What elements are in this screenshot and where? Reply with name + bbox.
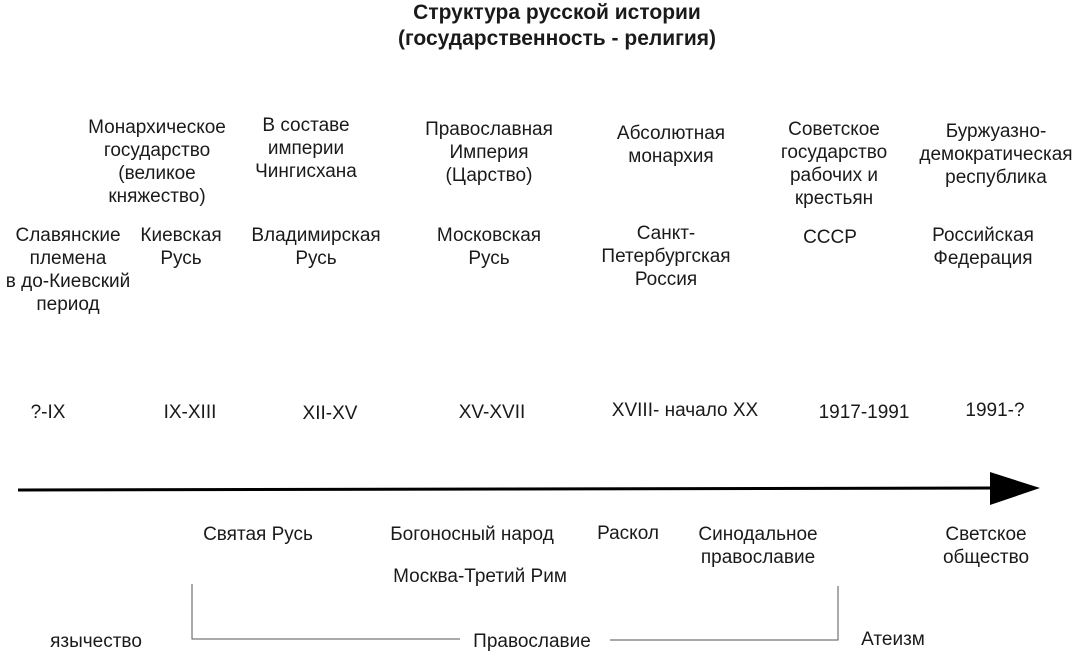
band-atheism: Атеизм bbox=[861, 629, 925, 650]
orthodoxy-bracket-right bbox=[610, 586, 838, 640]
band-orthodoxy: Православие bbox=[473, 631, 591, 652]
title-line-2: (государственность - религия) bbox=[397, 27, 717, 50]
orthodoxy-bracket-left bbox=[192, 584, 460, 639]
period-3: XII-XV bbox=[302, 403, 358, 424]
period-5: XVIII- начало XX bbox=[611, 400, 759, 421]
label-synodal-orthodoxy: Синодальное православие bbox=[698, 524, 818, 568]
state-form-grand-principality: Монархическое государство (великое княжество) bbox=[88, 117, 226, 207]
timeline-arrow-head bbox=[990, 472, 1040, 505]
period-7: 1991-? bbox=[965, 400, 1025, 421]
timeline-arrow-shaft bbox=[18, 488, 996, 490]
state-form-soviet-state: Советское государство рабочих и крестьян bbox=[780, 119, 888, 209]
era-vladimir-rus: Владимирская Русь bbox=[251, 225, 381, 269]
state-form-mongol-empire: В составе империи Чингисхана bbox=[255, 115, 357, 182]
period-4: XV-XVII bbox=[458, 402, 526, 423]
era-ussr: СССР bbox=[803, 227, 857, 248]
period-6: 1917-1991 bbox=[818, 402, 910, 423]
period-1: ?-IX bbox=[30, 402, 66, 423]
title-line-1: Структура русской истории bbox=[413, 1, 701, 24]
era-russian-federation: Российская Федерация bbox=[932, 225, 1034, 269]
state-form-tsardom: Православная Империя (Царство) bbox=[425, 119, 553, 186]
era-petersburg-russia: Санкт- Петербургская Россия bbox=[601, 223, 731, 290]
label-schism: Раскол bbox=[597, 523, 659, 544]
era-slavic-tribes: Славянские племена в до-Киевский период bbox=[5, 225, 131, 315]
label-secular-society: Светское общество bbox=[942, 524, 1030, 568]
label-holy-rus: Святая Русь bbox=[203, 524, 313, 545]
state-form-absolute-monarchy: Абсолютная монархия bbox=[616, 123, 726, 167]
era-kievan-rus: Киевская Русь bbox=[140, 225, 222, 269]
state-form-bourgeois-republic: Буржуазно- демократическая республика bbox=[919, 121, 1073, 188]
period-2: IX-XIII bbox=[163, 402, 217, 423]
label-moscow-third-rome: Москва-Третий Рим bbox=[393, 566, 567, 587]
band-paganism: язычество bbox=[50, 631, 142, 652]
label-god-bearing-people: Богоносный народ bbox=[390, 524, 554, 545]
era-moscow-rus: Московская Русь bbox=[436, 225, 542, 269]
